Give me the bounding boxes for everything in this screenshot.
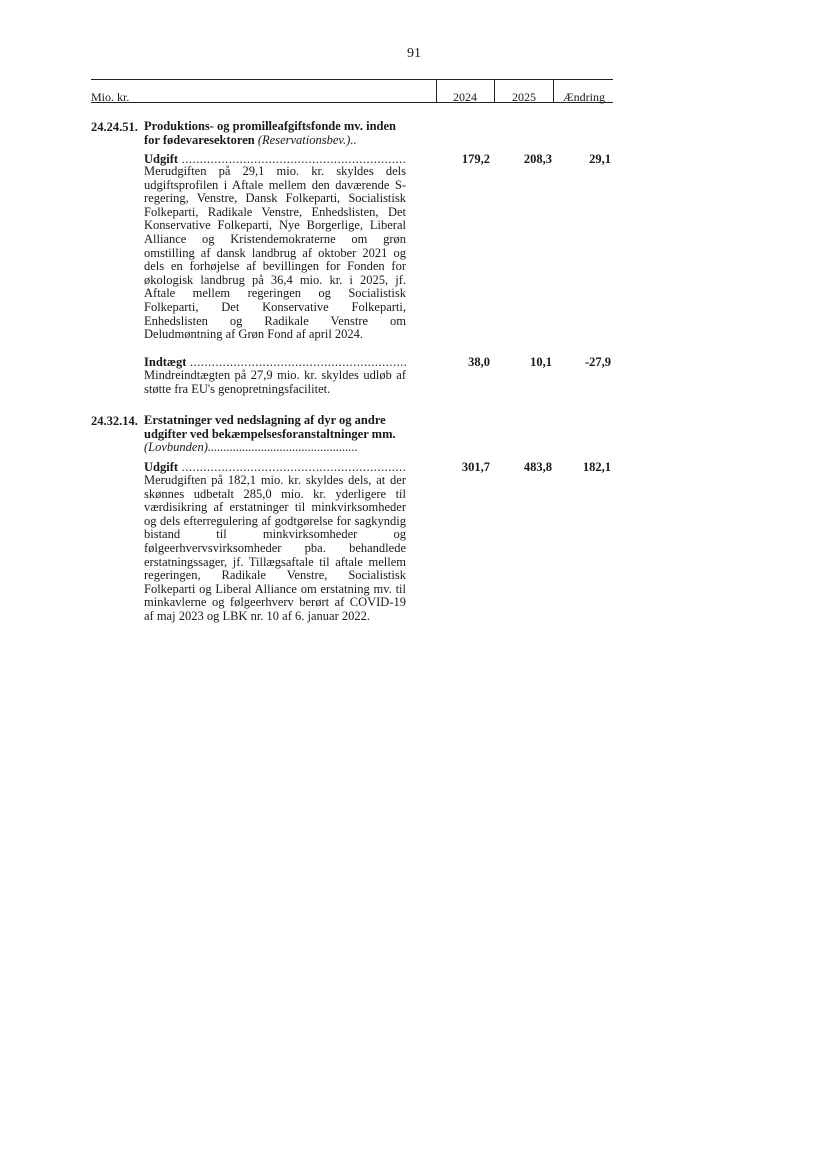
row-label-udgift: Udgift .....	[144, 460, 406, 475]
table-header	[91, 79, 613, 103]
value-change: -27,9	[584, 355, 611, 369]
header-bottom-rule	[91, 102, 613, 103]
header-unit: Mio. kr.	[91, 90, 130, 104]
header-divider	[553, 79, 554, 102]
value-change: 29,1	[589, 152, 611, 166]
explanation-text: Mindreindtægten på 27,9 mio. kr. skyldes udløb af støtte fra EU's genopretningsfacilitet.	[144, 368, 406, 396]
row-label-indtaegt: Indtægt .....	[144, 355, 406, 370]
header-2025: 2025	[512, 90, 536, 104]
account-classification: (Lovbunden)................................................	[144, 440, 358, 454]
account-title	[144, 414, 406, 455]
explanation-text: Merudgiften på 182,1 mio. kr. skyldes dels, at der skønnes udbetalt 285,0 mio. kr. yderligere til værdisikring af erstatninger til minkvirksomheder og dels efterregulering af godtgørelse for sagkyndig bistand til minkvirksomheder og følgeerhvervsvirksomheder pba. behandlede erstatningssager, jf. Tillægsaftale til aftale mellem regeringen, Radikale Venstre, Socialistisk Folkeparti og Liberal Alliance om erstatning mv. til minkavlerne og følgeerhverv berørt af COVID-19 af maj 2023 og LBK nr. 10 af 6. januar 2022.	[144, 473, 406, 623]
page-number: 91	[407, 46, 421, 61]
value-change: 182,1	[582, 460, 611, 474]
header-change: Ændring	[563, 90, 605, 104]
explanation-text: Merudgiften på 29,1 mio. kr. skyldes dels udgiftsprofilen i Aftale mellem den daværende S-regering, Venstre, Dansk Folkeparti, Socialistisk Folkeparti, Radikale Venstre, Enhedslisten, Det Konservative Folkeparti, Nye Borgerlige, Liberal Alliance og Kristendemokraterne om grøn omstilling af dansk landbrug af oktober 2021 og dels en forhøjelse af bevillingen for Fonden for økologisk landbrug på 36,4 mio. kr. i 2025, jf. Aftale mellem regeringen og Socialistisk Folkeparti, Det Konservative Folkeparti, Enhedslisten og Radikale Venstre om Deludmøntning af Grøn Fond af april 2024.	[144, 164, 406, 342]
value-2024: 301,7	[461, 460, 490, 474]
value-2024: 179,2	[461, 152, 490, 166]
header-top-rule	[91, 79, 613, 80]
value-2025: 483,8	[523, 460, 552, 474]
account-number: 24.24.51.	[91, 120, 138, 134]
account-number: 24.32.14.	[91, 414, 138, 428]
value-2024: 38,0	[468, 355, 490, 369]
row-label-udgift: Udgift .....	[144, 152, 406, 167]
value-2025: 208,3	[523, 152, 552, 166]
account-classification: (Reservationsbev.)..	[257, 132, 357, 147]
account-title-text: Produktions- og promilleafgiftsfonde mv. inden for fødevaresektoren	[144, 119, 396, 147]
account-title	[144, 120, 406, 147]
account-title-text: Erstatninger ved nedslagning af dyr og andre udgifter ved bekæmpelsesforanstaltninger mm.	[144, 413, 396, 441]
header-2024: 2024	[453, 90, 477, 104]
value-2025: 10,1	[530, 355, 552, 369]
